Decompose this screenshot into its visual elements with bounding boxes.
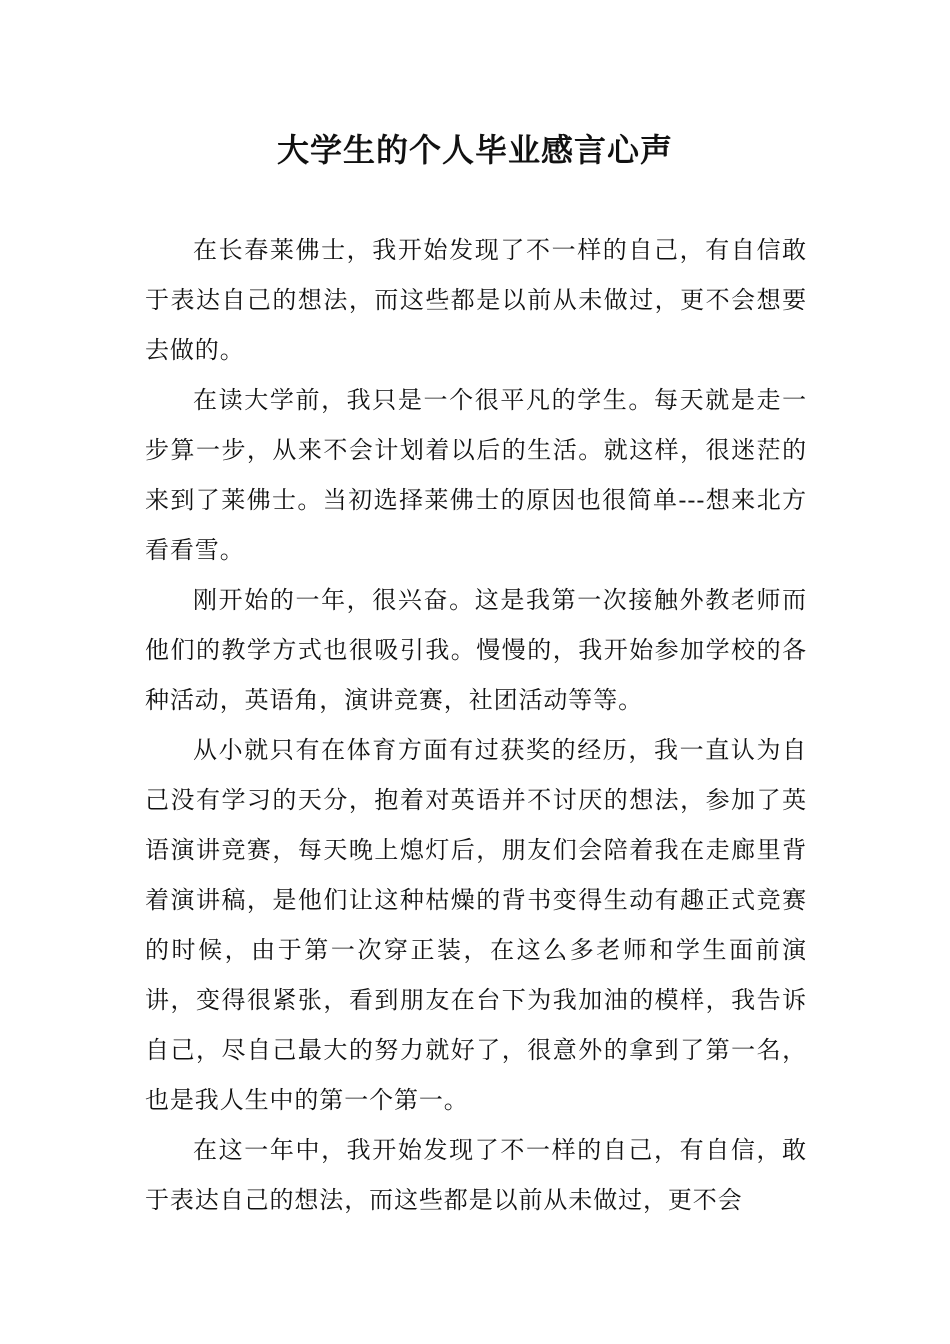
paragraph-2: 在读大学前，我只是一个很平凡的学生。每天就是走一步算一步，从来不会计划着以后的生活。就这样，很迷茫的来到了莱佛士。当初选择莱佛士的原因也很简单---想来北方看看雪。 <box>145 386 807 564</box>
paragraph-5: 在这一年中，我开始发现了不一样的自己，有自信，敢于表达自己的想法，而这些都是以前从未做过，更不会 <box>145 1136 807 1214</box>
document-title: 大学生的个人毕业感言心声 <box>276 131 673 169</box>
paragraph-3: 刚开始的一年，很兴奋。这是我第一次接触外教老师而他们的教学方式也很吸引我。慢慢的，我开始参加学校的各种活动，英语角，演讲竞赛，社团活动等等。 <box>145 586 807 714</box>
document-body <box>145 225 807 1225</box>
paragraph-1: 在长春莱佛士，我开始发现了不一样的自己，有自信敢于表达自己的想法，而这些都是以前从未做过，更不会想要去做的。 <box>145 236 807 364</box>
paragraph-4: 从小就只有在体育方面有过获奖的经历，我一直认为自己没有学习的天分，抱着对英语并不讨厌的想法，参加了英语演讲竞赛，每天晚上熄灯后，朋友们会陪着我在走廊里背着演讲稿，是他们让这种枯燥的背书变得生动有趣正式竞赛的时候，由于第一次穿正装，在这么多老师和学生面前演讲，变得很紧张，看到朋友在台下为我加油的模样，我告诉自己，尽自己最大的努力就好了，很意外的拿到了第一名，也是我人生中的第一个第一。 <box>145 736 807 1114</box>
